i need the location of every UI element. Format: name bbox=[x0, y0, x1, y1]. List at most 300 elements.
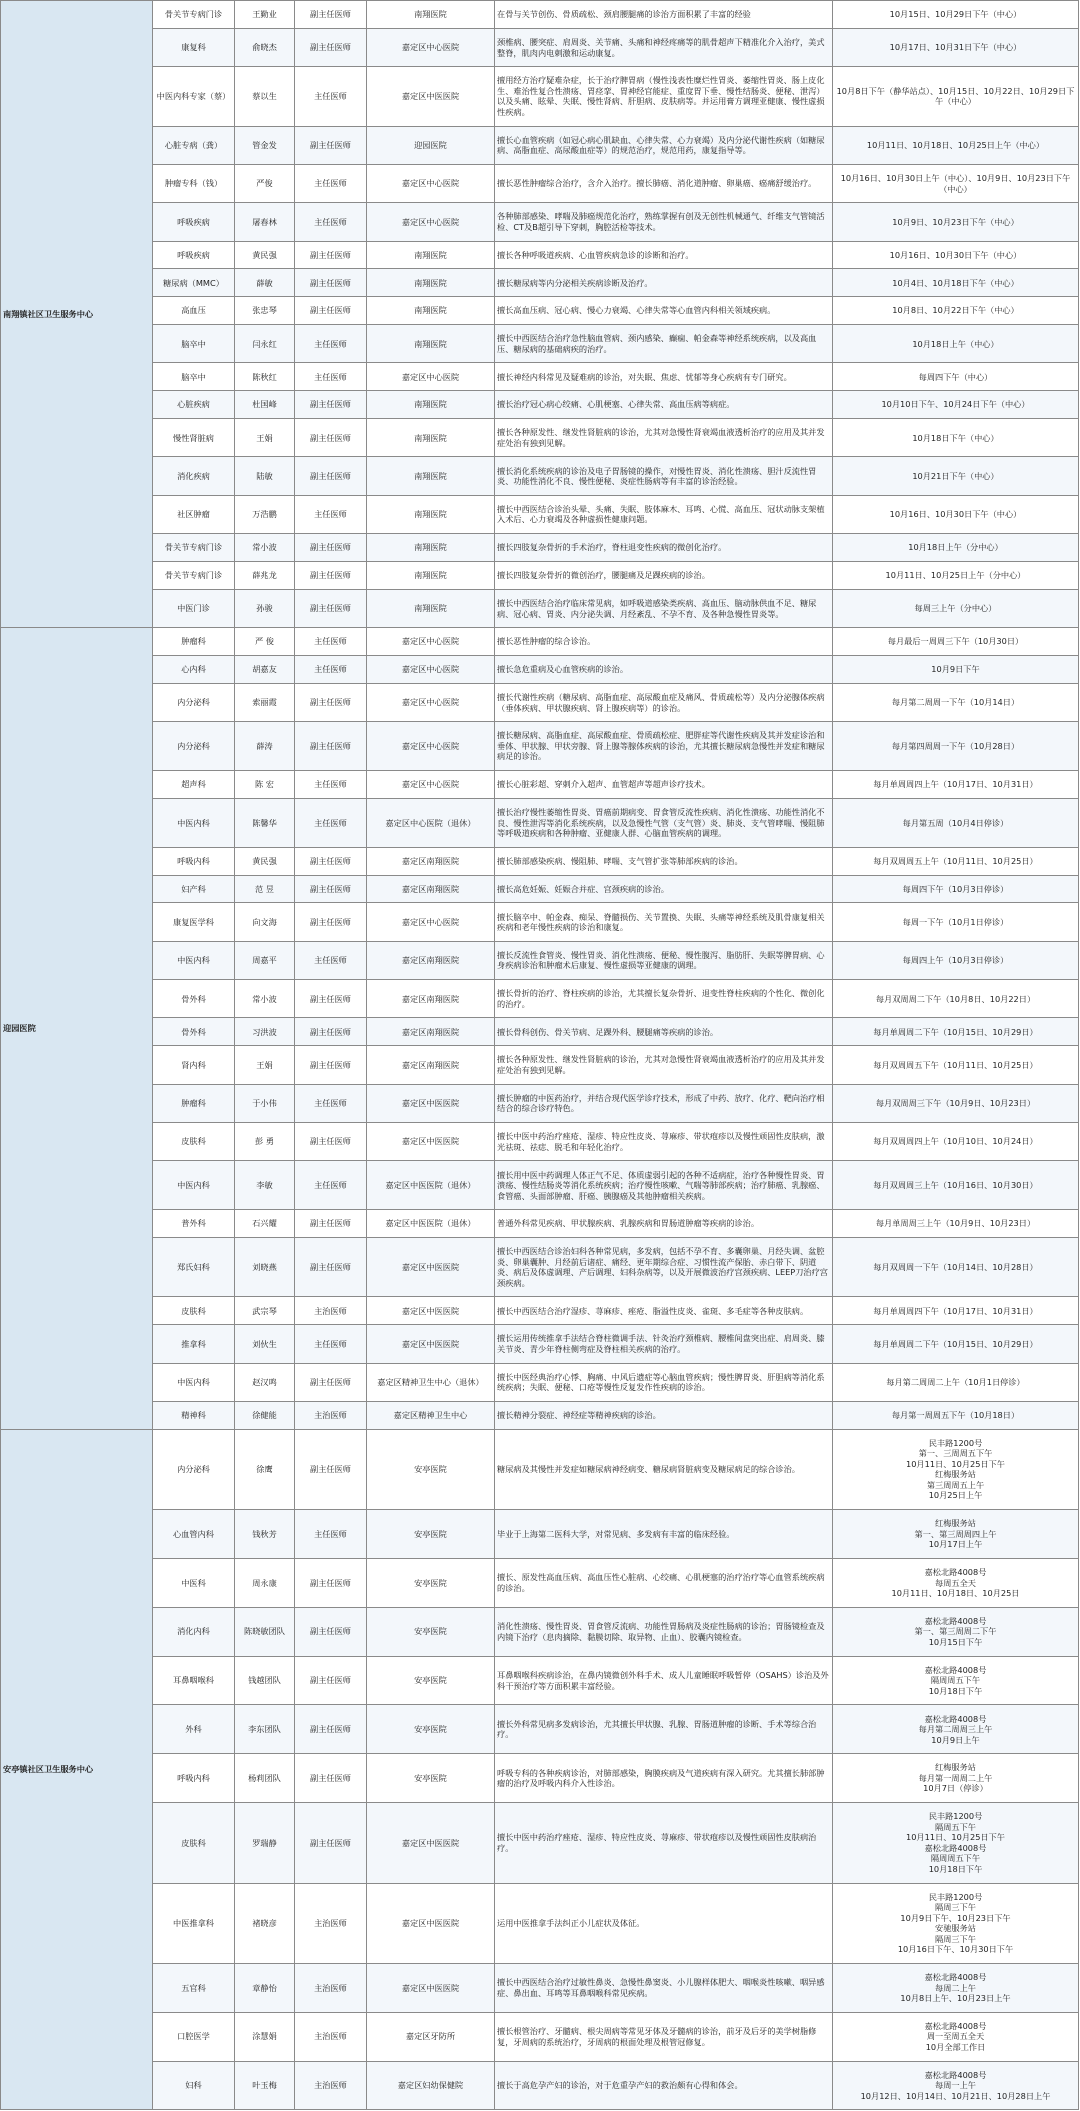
doctor-title-cell: 主任医师 bbox=[295, 164, 367, 202]
department-cell: 中医内科 bbox=[153, 798, 235, 847]
specialty-description-cell: 擅长脑卒中、帕金森、痴呆、脊髓损伤、关节置换、失眠、头痛等神经系统及肌骨康复相关疾病和老年慢性疾病的诊治和康复。 bbox=[495, 903, 833, 941]
department-cell: 口腔医学 bbox=[153, 2012, 235, 2061]
department-cell: 呼吸内科 bbox=[153, 1754, 235, 1803]
doctor-name-cell: 索丽霞 bbox=[235, 683, 295, 721]
doctor-name-cell: 周永康 bbox=[235, 1558, 295, 1607]
specialty-description-cell: 擅长中医经典治疗心悸、胸痛、中风后遗症等心脑血管疾病；慢性脾胃炎、肝胆病等消化系统疾病；失眠、便秘、口疮等慢性反复发作性疾病的诊治。 bbox=[495, 1363, 833, 1401]
doctor-title-cell: 副主任医师 bbox=[295, 1210, 367, 1238]
department-cell: 肿瘤科 bbox=[153, 1084, 235, 1122]
clinic-time-cell: 10月18日下午（中心） bbox=[833, 419, 1079, 457]
department-cell: 妇科 bbox=[153, 2061, 235, 2110]
origin-hospital-cell: 南翔医院 bbox=[367, 495, 495, 533]
doctor-title-cell: 副主任医师 bbox=[295, 419, 367, 457]
doctor-name-cell: 俞晓杰 bbox=[235, 28, 295, 66]
clinic-time-cell: 每月双周周五下午（10月11日、10月25日） bbox=[833, 1046, 1079, 1084]
specialty-description-cell: 在骨与关节创伤、骨质疏松、颈肩腰腿痛的诊治方面积累了丰富的经验 bbox=[495, 1, 833, 29]
clinic-time-cell: 每月单周周三上午（10月9日、10月23日） bbox=[833, 1210, 1079, 1238]
doctor-title-cell: 副主任医师 bbox=[295, 269, 367, 297]
origin-hospital-cell: 安亭医院 bbox=[367, 1754, 495, 1803]
clinic-time-cell: 每月单周周二下午（10月15日、10月29日） bbox=[833, 1018, 1079, 1046]
specialty-description-cell: 擅长四肢复杂骨折的手术治疗，脊柱退变性疾病的微创化治疗。 bbox=[495, 534, 833, 562]
table-row bbox=[1, 683, 1079, 721]
origin-hospital-cell: 嘉定区南翔医院 bbox=[367, 875, 495, 903]
table-row bbox=[1, 67, 1079, 126]
doctor-title-cell: 主任医师 bbox=[295, 628, 367, 656]
doctor-name-cell: 钱秋芳 bbox=[235, 1510, 295, 1559]
department-cell: 皮肤科 bbox=[153, 1123, 235, 1161]
department-cell: 心脏疾病 bbox=[153, 391, 235, 419]
table-row bbox=[1, 2012, 1079, 2061]
origin-hospital-cell: 南翔医院 bbox=[367, 241, 495, 269]
table-row bbox=[1, 1883, 1079, 1963]
clinic-time-cell: 10月17日、10月31日下午（中心） bbox=[833, 28, 1079, 66]
doctor-name-cell: 徐鹰 bbox=[235, 1429, 295, 1509]
doctor-name-cell: 于小伟 bbox=[235, 1084, 295, 1122]
department-cell: 皮肤科 bbox=[153, 1297, 235, 1325]
doctor-title-cell: 副主任医师 bbox=[295, 683, 367, 721]
table-row bbox=[1, 495, 1079, 533]
origin-hospital-cell: 嘉定区南翔医院 bbox=[367, 1046, 495, 1084]
table-row bbox=[1, 391, 1079, 419]
department-cell: 中医科 bbox=[153, 1558, 235, 1607]
origin-hospital-cell: 南翔医院 bbox=[367, 534, 495, 562]
doctor-name-cell: 向文海 bbox=[235, 903, 295, 941]
doctor-name-cell: 王娟 bbox=[235, 419, 295, 457]
table-row bbox=[1, 1510, 1079, 1559]
origin-hospital-cell: 安亭医院 bbox=[367, 1607, 495, 1656]
table-row bbox=[1, 1297, 1079, 1325]
table-row bbox=[1, 941, 1079, 979]
specialty-description-cell: 消化性溃疡、慢性胃炎、胃食管反流病、功能性胃肠病及炎症性肠病的诊治；胃肠镜检查及内镜下治疗（息肉摘除、黏膜切除、取异物、止血）、胶囊内镜检查。 bbox=[495, 1607, 833, 1656]
doctor-name-cell: 管金发 bbox=[235, 126, 295, 164]
hospital-name: 安亭镇社区卫生服务中心 bbox=[1, 1429, 153, 2110]
table-row bbox=[1, 1803, 1079, 1883]
doctor-name-cell: 罗瑞静 bbox=[235, 1803, 295, 1883]
doctor-title-cell: 副主任医师 bbox=[295, 1123, 367, 1161]
doctor-name-cell: 屠春林 bbox=[235, 203, 295, 241]
clinic-time-cell: 每月第四周周一下午（10月28日） bbox=[833, 722, 1079, 771]
clinic-time-cell: 每月双周周五上午（10月11日、10月25日） bbox=[833, 847, 1079, 875]
doctor-title-cell: 主治医师 bbox=[295, 2012, 367, 2061]
doctor-title-cell: 副主任医师 bbox=[295, 589, 367, 627]
table-row bbox=[1, 1963, 1079, 2012]
table-row bbox=[1, 875, 1079, 903]
table-row bbox=[1, 1123, 1079, 1161]
doctor-title-cell: 主任医师 bbox=[295, 67, 367, 126]
department-cell: 肿瘤专科（钱） bbox=[153, 164, 235, 202]
origin-hospital-cell: 嘉定区中医医院（退休） bbox=[367, 1210, 495, 1238]
table-row bbox=[1, 297, 1079, 325]
origin-hospital-cell: 嘉定区中心医院 bbox=[367, 164, 495, 202]
origin-hospital-cell: 南翔医院 bbox=[367, 391, 495, 419]
specialty-description-cell: 擅长代谢性疾病（糖尿病、高脂血症、高尿酸血症及痛风、骨质疏松等）及内分泌腺体疾病（垂体疾病、甲状腺疾病、肾上腺疾病等）的诊治。 bbox=[495, 683, 833, 721]
clinic-time-cell: 每月第五周（10月4日停诊） bbox=[833, 798, 1079, 847]
origin-hospital-cell: 嘉定区妇幼保健院 bbox=[367, 2061, 495, 2110]
specialty-description-cell: 擅长消化系统疾病的诊治及电子胃肠镜的操作，对慢性胃炎、消化性溃疡、胆汁反流性胃炎、功能性消化不良、慢性便秘、炎症性肠病等有丰富的诊治经验。 bbox=[495, 457, 833, 495]
clinic-time-cell: 10月15日、10月29日下午（中心） bbox=[833, 1, 1079, 29]
origin-hospital-cell: 嘉定区中医医院 bbox=[367, 1325, 495, 1363]
department-cell: 骨关节专病门诊 bbox=[153, 562, 235, 590]
table-row bbox=[1, 1705, 1079, 1754]
department-cell: 脑卒中 bbox=[153, 325, 235, 363]
origin-hospital-cell: 安亭医院 bbox=[367, 1429, 495, 1509]
doctor-title-cell: 副主任医师 bbox=[295, 562, 367, 590]
origin-hospital-cell: 嘉定区南翔医院 bbox=[367, 1018, 495, 1046]
clinic-time-cell: 每周四下午（中心） bbox=[833, 363, 1079, 391]
doctor-name-cell: 周嘉平 bbox=[235, 941, 295, 979]
table-row bbox=[1, 28, 1079, 66]
table-row bbox=[1, 1401, 1079, 1429]
table-row bbox=[1, 2061, 1079, 2110]
specialty-description-cell: 擅长外科常见病多发病诊治，尤其擅长甲状腺、乳腺、胃肠道肿瘤的诊断、手术等综合治疗。 bbox=[495, 1705, 833, 1754]
department-cell: 骨外科 bbox=[153, 980, 235, 1018]
specialty-description-cell: 擅长骨科创伤、骨关节病、足踝外科、腰腿痛等疾病的诊治。 bbox=[495, 1018, 833, 1046]
department-cell: 心血管内科 bbox=[153, 1510, 235, 1559]
doctor-title-cell: 副主任医师 bbox=[295, 1754, 367, 1803]
doctor-name-cell: 杜国峰 bbox=[235, 391, 295, 419]
specialty-description-cell: 擅长根管治疗、牙髓病、根尖周病等常见牙体及牙髓病的诊治，前牙及后牙的美学树脂修复，牙周病的系统治疗，牙周病的根面处理及根管冠修复。 bbox=[495, 2012, 833, 2061]
doctor-title-cell: 副主任医师 bbox=[295, 1363, 367, 1401]
specialty-description-cell: 擅长中西医结合治疗临床常见病，如呼吸道感染类疾病、高血压、脑动脉供血不足、糖尿病、冠心病、胃炎、内分泌失调、月经紊乱、不孕不育、及各种急慢性胃炎等。 bbox=[495, 589, 833, 627]
doctor-name-cell: 刘晓燕 bbox=[235, 1238, 295, 1297]
doctor-title-cell: 主任医师 bbox=[295, 656, 367, 684]
table-row bbox=[1, 419, 1079, 457]
doctor-title-cell: 副主任医师 bbox=[295, 980, 367, 1018]
specialty-description-cell: 颈椎病、腰突症、肩周炎、关节痛、头痛和神经疼痛等的肌骨超声下精准化介入治疗，美式整脊，肌肉内电刺激和运动康复。 bbox=[495, 28, 833, 66]
table-row bbox=[1, 325, 1079, 363]
clinic-time-cell: 嘉松北路4008号 每周一上午 10月12日、10月14日、10月21日、10月28日上午 bbox=[833, 2061, 1079, 2110]
origin-hospital-cell: 迎园医院 bbox=[367, 126, 495, 164]
specialty-description-cell: 普通外科常见疾病、甲状腺疾病、乳腺疾病和胃肠道肿瘤等疾病的诊治。 bbox=[495, 1210, 833, 1238]
specialty-description-cell: 擅长高血压病、冠心病、慢心力衰竭、心律失常等心血管内科相关领域疾病。 bbox=[495, 297, 833, 325]
doctor-title-cell: 副主任医师 bbox=[295, 1558, 367, 1607]
doctor-title-cell: 副主任医师 bbox=[295, 297, 367, 325]
clinic-time-cell: 10月9日下午 bbox=[833, 656, 1079, 684]
specialty-description-cell: 擅长中西医结合治疗过敏性鼻炎、急慢性鼻窦炎、小儿腺样体肥大、咽喉炎性咳嗽、咽异感症、鼻出血、耳鸣等耳鼻咽喉科常见疾病。 bbox=[495, 1963, 833, 2012]
doctor-title-cell: 副主任医师 bbox=[295, 28, 367, 66]
specialty-description-cell: 擅长运用传统推拿手法结合脊柱微调手法、针灸治疗颈椎病、腰椎间盘突出症、肩周炎、膝关节炎、青少年脊柱侧弯症及脊柱相关疾病的治疗。 bbox=[495, 1325, 833, 1363]
department-cell: 妇产科 bbox=[153, 875, 235, 903]
specialty-description-cell: 擅长各种原发性、继发性肾脏病的诊治，尤其对急慢性肾衰竭血液透析治疗的应用及其并发症处治有独到见解。 bbox=[495, 419, 833, 457]
origin-hospital-cell: 安亭医院 bbox=[367, 1705, 495, 1754]
clinic-time-cell: 每月第一周周五下午（10月18日） bbox=[833, 1401, 1079, 1429]
specialty-description-cell: 擅长中西医结合诊治妇科各种常见病，多发病，包括不孕不育、多囊卵巢、月经失调、盆腔炎、卵巢囊肿、月经前后诸症、痛经、更年期综合症、习惯性流产保胎、赤白带下、阴道炎、病后及体虚调理、产后调理、妇科杂病等，以及开展微波治疗宫颈疾病、LEEP刀治疗宫颈疾病。 bbox=[495, 1238, 833, 1297]
specialty-description-cell: 擅长治疗慢性萎缩性胃炎、胃癌前期病变、胃食管反流性疾病、消化性溃疡、功能性消化不良、慢性泄泻等消化系统疾病，以及急慢性气管（支气管）炎、肺炎、支气管哮喘、慢阻肺等呼吸道疾病和各种肿瘤、亚健康人群、心脑血管疾病的调理。 bbox=[495, 798, 833, 847]
origin-hospital-cell: 南翔医院 bbox=[367, 562, 495, 590]
origin-hospital-cell: 嘉定区精神卫生中心（退休） bbox=[367, 1363, 495, 1401]
department-cell: 耳鼻咽喉科 bbox=[153, 1656, 235, 1705]
department-cell: 社区肿瘤 bbox=[153, 495, 235, 533]
doctor-title-cell: 主治医师 bbox=[295, 2061, 367, 2110]
table-row bbox=[1, 798, 1079, 847]
doctor-name-cell: 涂慧娟 bbox=[235, 2012, 295, 2061]
doctor-title-cell: 主任医师 bbox=[295, 325, 367, 363]
doctor-name-cell: 陆敏 bbox=[235, 457, 295, 495]
origin-hospital-cell: 嘉定区中医医院 bbox=[367, 1803, 495, 1883]
specialty-description-cell: 擅长肺部感染疾病、慢阻肺、哮喘、支气管扩张等肺部疾病的诊治。 bbox=[495, 847, 833, 875]
department-cell: 呼吸内科 bbox=[153, 847, 235, 875]
doctor-name-cell: 陈 宏 bbox=[235, 771, 295, 799]
doctor-name-cell: 胡嘉友 bbox=[235, 656, 295, 684]
origin-hospital-cell: 嘉定区中医医院 bbox=[367, 67, 495, 126]
doctor-title-cell: 主任医师 bbox=[295, 495, 367, 533]
table-row bbox=[1, 363, 1079, 391]
doctor-title-cell: 副主任医师 bbox=[295, 1238, 367, 1297]
department-cell: 康复科 bbox=[153, 28, 235, 66]
doctor-title-cell: 副主任医师 bbox=[295, 126, 367, 164]
doctor-title-cell: 主任医师 bbox=[295, 203, 367, 241]
table-row bbox=[1, 1161, 1079, 1210]
origin-hospital-cell: 南翔医院 bbox=[367, 325, 495, 363]
origin-hospital-cell: 南翔医院 bbox=[367, 1, 495, 29]
doctor-title-cell: 主治医师 bbox=[295, 1883, 367, 1963]
clinic-time-cell: 民丰路1200号 隔周五下午 10月11日、10月25日下午 嘉松北路4008号 隔周周五下午 10月18日下午 bbox=[833, 1803, 1079, 1883]
clinic-time-cell: 每月双周周四上午（10月10日、10月24日） bbox=[833, 1123, 1079, 1161]
specialty-description-cell: 擅长肿瘤的中医药治疗，并结合现代医学诊疗技术，形成了中药、放疗、化疗、靶向治疗相结合的综合诊疗特色。 bbox=[495, 1084, 833, 1122]
clinic-time-cell: 每月最后一周周三下午（10月30日） bbox=[833, 628, 1079, 656]
clinic-time-cell: 嘉松北路4008号 每月第二周周三上午 10月9日上午 bbox=[833, 1705, 1079, 1754]
origin-hospital-cell: 嘉定区中医医院 bbox=[367, 1123, 495, 1161]
specialty-description-cell: 呼吸专科的各种疾病诊治，对肺部感染，胸膜疾病及气道疾病有深入研究。尤其擅长肺部肿瘤的治疗及呼吸内科介入性诊治。 bbox=[495, 1754, 833, 1803]
doctor-name-cell: 叶玉梅 bbox=[235, 2061, 295, 2110]
doctor-name-cell: 徐健能 bbox=[235, 1401, 295, 1429]
origin-hospital-cell: 嘉定区精神卫生中心 bbox=[367, 1401, 495, 1429]
origin-hospital-cell: 嘉定区南翔医院 bbox=[367, 847, 495, 875]
department-cell: 推拿科 bbox=[153, 1325, 235, 1363]
clinic-time-cell: 每周三上午（分中心） bbox=[833, 589, 1079, 627]
doctor-name-cell: 王娟 bbox=[235, 1046, 295, 1084]
department-cell: 脑卒中 bbox=[153, 363, 235, 391]
doctor-name-cell: 孙骏 bbox=[235, 589, 295, 627]
department-cell: 肾内科 bbox=[153, 1046, 235, 1084]
department-cell: 郑氏妇科 bbox=[153, 1238, 235, 1297]
clinic-time-cell: 10月18日上午（分中心） bbox=[833, 534, 1079, 562]
origin-hospital-cell: 嘉定区中心医院 bbox=[367, 363, 495, 391]
doctor-name-cell: 王勤业 bbox=[235, 1, 295, 29]
origin-hospital-cell: 嘉定区中心医院 bbox=[367, 722, 495, 771]
origin-hospital-cell: 嘉定区中心医院 bbox=[367, 771, 495, 799]
doctor-name-cell: 万浩鹏 bbox=[235, 495, 295, 533]
doctor-name-cell: 杨莉团队 bbox=[235, 1754, 295, 1803]
specialty-description-cell: 毕业于上海第二医科大学，对常见病、多发病有丰富的临床经验。 bbox=[495, 1510, 833, 1559]
doctor-title-cell: 副主任医师 bbox=[295, 457, 367, 495]
specialty-description-cell: 擅长恶性肿瘤的综合诊治。 bbox=[495, 628, 833, 656]
clinic-time-cell: 红梅服务站 第一、第三周周四上午 10月17日上午 bbox=[833, 1510, 1079, 1559]
department-cell: 五官科 bbox=[153, 1963, 235, 2012]
doctor-title-cell: 副主任医师 bbox=[295, 1046, 367, 1084]
department-cell: 消化内科 bbox=[153, 1607, 235, 1656]
department-cell: 呼吸疾病 bbox=[153, 203, 235, 241]
department-cell: 内分泌科 bbox=[153, 1429, 235, 1509]
specialty-description-cell: 擅长反流性食管炎、慢性胃炎、消化性溃疡、便秘、慢性腹泻、脂肪肝、失眠等脾胃病、心身疾病诊治和肿瘤术后康复、慢性虚损等亚健康的调理。 bbox=[495, 941, 833, 979]
department-cell: 超声科 bbox=[153, 771, 235, 799]
origin-hospital-cell: 嘉定区中医医院 bbox=[367, 1238, 495, 1297]
doctor-title-cell: 主治医师 bbox=[295, 1401, 367, 1429]
origin-hospital-cell: 嘉定区中医医院 bbox=[367, 1084, 495, 1122]
specialty-description-cell: 擅长于高危孕产妇的诊治，对于危重孕产妇的救治颇有心得和体会。 bbox=[495, 2061, 833, 2110]
department-cell: 呼吸疾病 bbox=[153, 241, 235, 269]
origin-hospital-cell: 嘉定区中医医院（退休） bbox=[367, 1161, 495, 1210]
table-row bbox=[1, 457, 1079, 495]
origin-hospital-cell: 安亭医院 bbox=[367, 1510, 495, 1559]
clinic-time-cell: 10月18日上午（中心） bbox=[833, 325, 1079, 363]
doctor-title-cell: 主任医师 bbox=[295, 363, 367, 391]
table-row bbox=[1, 722, 1079, 771]
origin-hospital-cell: 嘉定区中心医院 bbox=[367, 683, 495, 721]
doctor-name-cell: 刘伙生 bbox=[235, 1325, 295, 1363]
doctor-name-cell: 武宗琴 bbox=[235, 1297, 295, 1325]
department-cell: 皮肤科 bbox=[153, 1803, 235, 1883]
clinic-time-cell: 嘉松北路4008号 隔周周五下午 10月18日下午 bbox=[833, 1656, 1079, 1705]
clinic-time-cell: 10月16日、10月30日下午（中心） bbox=[833, 495, 1079, 533]
specialty-description-cell: 擅长四肢复杂骨折的微创治疗，腰腿痛及足踝疾病的诊治。 bbox=[495, 562, 833, 590]
doctor-name-cell: 黄民强 bbox=[235, 847, 295, 875]
clinic-time-cell: 每月单周周二下午（10月15日、10月29日） bbox=[833, 1325, 1079, 1363]
doctor-name-cell: 薛涛 bbox=[235, 722, 295, 771]
origin-hospital-cell: 南翔医院 bbox=[367, 297, 495, 325]
clinic-time-cell: 每周四下午（10月3日停诊） bbox=[833, 875, 1079, 903]
clinic-time-cell: 每周一下午（10月1日停诊） bbox=[833, 903, 1079, 941]
specialty-description-cell: 擅长骨折的治疗、脊柱疾病的诊治，尤其擅长复杂骨折、退变性脊柱疾病的个性化、微创化的治疗。 bbox=[495, 980, 833, 1018]
clinic-time-cell: 10月16日、10月30日上午（中心）、10月9日、10月23日下午（中心） bbox=[833, 164, 1079, 202]
clinic-time-cell: 10月16日、10月30日下午（中心） bbox=[833, 241, 1079, 269]
department-cell: 消化疾病 bbox=[153, 457, 235, 495]
doctor-name-cell: 闫永红 bbox=[235, 325, 295, 363]
clinic-time-cell: 嘉松北路4008号 第一、第三周周二下午 10月15日下午 bbox=[833, 1607, 1079, 1656]
origin-hospital-cell: 嘉定区中心医院 bbox=[367, 203, 495, 241]
clinic-time-cell: 民丰路1200号 隔周三下午 10月9日下午、10月23日下午 安驰服务站 隔周三下午 10月16日下午、10月30日下午 bbox=[833, 1883, 1079, 1963]
doctor-title-cell: 主任医师 bbox=[295, 1510, 367, 1559]
clinic-time-cell: 民丰路1200号 第一、三周周五下午 10月11日、10月25日下午 红梅服务站 第三周周五上午 10月25日上午 bbox=[833, 1429, 1079, 1509]
department-cell: 内分泌科 bbox=[153, 683, 235, 721]
table-row bbox=[1, 534, 1079, 562]
doctor-name-cell: 褚晓彦 bbox=[235, 1883, 295, 1963]
doctor-name-cell: 彭 勇 bbox=[235, 1123, 295, 1161]
doctor-name-cell: 习洪波 bbox=[235, 1018, 295, 1046]
doctor-name-cell: 李敏 bbox=[235, 1161, 295, 1210]
specialty-description-cell: 擅长中西医结合治疗急性脑血管病、颈内感染、癫痫、帕金森等神经系统疾病，以及高血压、糖尿病的基础病疾的治疗。 bbox=[495, 325, 833, 363]
doctor-name-cell: 蔡以生 bbox=[235, 67, 295, 126]
doctor-title-cell: 副主任医师 bbox=[295, 534, 367, 562]
specialty-description-cell: 擅长糖尿病等内分泌相关疾病诊断及治疗。 bbox=[495, 269, 833, 297]
table-row bbox=[1, 1, 1079, 29]
doctor-title-cell: 副主任医师 bbox=[295, 1607, 367, 1656]
specialty-description-cell: 擅长中西医结合诊治头晕、头痛、失眠、肢体麻木、耳鸣、心慌、高血压、冠状动脉支架植入术后、心力衰竭及各种虚损性健康问题。 bbox=[495, 495, 833, 533]
doctor-title-cell: 副主任医师 bbox=[295, 1, 367, 29]
schedule-body bbox=[1, 1, 1079, 2110]
origin-hospital-cell: 嘉定区中心医院（退休） bbox=[367, 798, 495, 847]
department-cell: 中医门诊 bbox=[153, 589, 235, 627]
origin-hospital-cell: 南翔医院 bbox=[367, 589, 495, 627]
doctor-title-cell: 副主任医师 bbox=[295, 903, 367, 941]
department-cell: 心内科 bbox=[153, 656, 235, 684]
table-row bbox=[1, 1046, 1079, 1084]
origin-hospital-cell: 嘉定区中心医院 bbox=[367, 656, 495, 684]
department-cell: 骨外科 bbox=[153, 1018, 235, 1046]
clinic-time-cell: 每月单周周四上午（10月17日、10月31日） bbox=[833, 771, 1079, 799]
doctor-title-cell: 副主任医师 bbox=[295, 1429, 367, 1509]
clinic-time-cell: 10月21日下午（中心） bbox=[833, 457, 1079, 495]
doctor-title-cell: 副主任医师 bbox=[295, 1018, 367, 1046]
department-cell: 慢性肾脏病 bbox=[153, 419, 235, 457]
table-row bbox=[1, 656, 1079, 684]
doctor-title-cell: 主任医师 bbox=[295, 1161, 367, 1210]
department-cell: 中医内科专家（蔡） bbox=[153, 67, 235, 126]
doctor-name-cell: 陈晓敏团队 bbox=[235, 1607, 295, 1656]
specialty-description-cell: 擅长用中医中药调理人体正气不足、体质虚弱引起的各种不适病症，治疗各种慢性胃炎、胃溃疡、慢性结肠炎等消化系统疾病；治疗慢性咳嗽、气喘等肺部疾病；治疗肺癌、乳腺癌、食管癌、头面部肿瘤、肝癌、胰腺癌及其他肿瘤相关疾病。 bbox=[495, 1161, 833, 1210]
specialty-description-cell: 擅长各种呼吸道疾病、心血管疾病急诊的诊断和治疗。 bbox=[495, 241, 833, 269]
specialty-description-cell: 擅长中医中药治疗痤疮、湿疹、特应性皮炎、荨麻疹、带状疱疹以及慢性顽固性皮肤病治疗。 bbox=[495, 1803, 833, 1883]
department-cell: 康复医学科 bbox=[153, 903, 235, 941]
table-row bbox=[1, 847, 1079, 875]
doctor-name-cell: 石兴耀 bbox=[235, 1210, 295, 1238]
clinic-time-cell: 10月9日、10月23日下午（中心） bbox=[833, 203, 1079, 241]
doctor-title-cell: 副主任医师 bbox=[295, 875, 367, 903]
specialty-description-cell: 运用中医推拿手法纠正小儿症状及体征。 bbox=[495, 1883, 833, 1963]
table-row bbox=[1, 771, 1079, 799]
department-cell: 中医推拿科 bbox=[153, 1883, 235, 1963]
table-row bbox=[1, 269, 1079, 297]
table-row bbox=[1, 1754, 1079, 1803]
specialty-description-cell: 擅长中西医结合治疗湿疹、荨麻疹、痤疮、脂溢性皮炎、雀斑、多毛症等各种皮肤病。 bbox=[495, 1297, 833, 1325]
doctor-name-cell: 薛兆龙 bbox=[235, 562, 295, 590]
specialty-description-cell: 擅长急危重病及心血管疾病的诊治。 bbox=[495, 656, 833, 684]
table-row bbox=[1, 1084, 1079, 1122]
department-cell: 内分泌科 bbox=[153, 722, 235, 771]
clinic-time-cell: 每月单周周四下午（10月17日、10月31日） bbox=[833, 1297, 1079, 1325]
clinic-time-cell: 10月11日、10月25日上午（分中心） bbox=[833, 562, 1079, 590]
clinic-time-cell: 10月11日、10月18日、10月25日上午（中心） bbox=[833, 126, 1079, 164]
specialty-description-cell: 擅长高危妊娠、妊娠合并症、宫颈疾病的诊治。 bbox=[495, 875, 833, 903]
clinic-time-cell: 嘉松北路4008号 每周二上午 10月8日上午、10月23日上午 bbox=[833, 1963, 1079, 2012]
doctor-title-cell: 副主任医师 bbox=[295, 1656, 367, 1705]
doctor-name-cell: 钱越团队 bbox=[235, 1656, 295, 1705]
clinic-time-cell: 10月10日下午、10月24日下午（中心） bbox=[833, 391, 1079, 419]
specialty-description-cell: 擅长治疗冠心病心绞痛、心肌梗塞、心律失常、高血压病等病症。 bbox=[495, 391, 833, 419]
clinic-time-cell: 嘉松北路4008号 每周五全天 10月11日、10月18日、10月25日 bbox=[833, 1558, 1079, 1607]
clinic-time-cell: 每月第二周周一下午（10月14日） bbox=[833, 683, 1079, 721]
specialty-description-cell: 擅长神经内科常见及疑难病的诊治，对失眠、焦虑、忧郁等身心疾病有专门研究。 bbox=[495, 363, 833, 391]
origin-hospital-cell: 嘉定区中心医院 bbox=[367, 628, 495, 656]
clinic-time-cell: 每周四上午（10月3日停诊） bbox=[833, 941, 1079, 979]
doctor-title-cell: 副主任医师 bbox=[295, 241, 367, 269]
department-cell: 心脏专病（龚） bbox=[153, 126, 235, 164]
department-cell: 高血压 bbox=[153, 297, 235, 325]
doctor-name-cell: 范 昱 bbox=[235, 875, 295, 903]
doctor-title-cell: 主治医师 bbox=[295, 1963, 367, 2012]
doctor-name-cell: 常小波 bbox=[235, 980, 295, 1018]
origin-hospital-cell: 嘉定区中心医院 bbox=[367, 28, 495, 66]
department-cell: 精神科 bbox=[153, 1401, 235, 1429]
table-row bbox=[1, 628, 1079, 656]
doctor-title-cell: 主任医师 bbox=[295, 1325, 367, 1363]
origin-hospital-cell: 嘉定区南翔医院 bbox=[367, 941, 495, 979]
doctor-name-cell: 严俊 bbox=[235, 164, 295, 202]
specialty-description-cell: 擅长心血管疾病（如冠心病心肌缺血、心律失常、心力衰竭）及内分泌代谢性疾病（如糖尿病、高脂血症、高尿酸血症等）的规范治疗，规范用药，康复指导等。 bbox=[495, 126, 833, 164]
doctor-title-cell: 主任医师 bbox=[295, 941, 367, 979]
doctor-title-cell: 主任医师 bbox=[295, 798, 367, 847]
table-row bbox=[1, 1363, 1079, 1401]
table-row bbox=[1, 1018, 1079, 1046]
department-cell: 糖尿病（MMC） bbox=[153, 269, 235, 297]
specialty-description-cell: 各种肺部感染、哮喘及肺癌规范化治疗，熟练掌握有创及无创性机械通气、纤维支气管镜活检、CT及B超引导下穿刺，胸腔活检等技术。 bbox=[495, 203, 833, 241]
table-row bbox=[1, 1210, 1079, 1238]
table-row bbox=[1, 1607, 1079, 1656]
doctor-name-cell: 李东团队 bbox=[235, 1705, 295, 1754]
specialty-description-cell: 擅长精神分裂症、神经症等精神疾病的诊治。 bbox=[495, 1401, 833, 1429]
doctor-name-cell: 陈秋红 bbox=[235, 363, 295, 391]
table-row bbox=[1, 562, 1079, 590]
